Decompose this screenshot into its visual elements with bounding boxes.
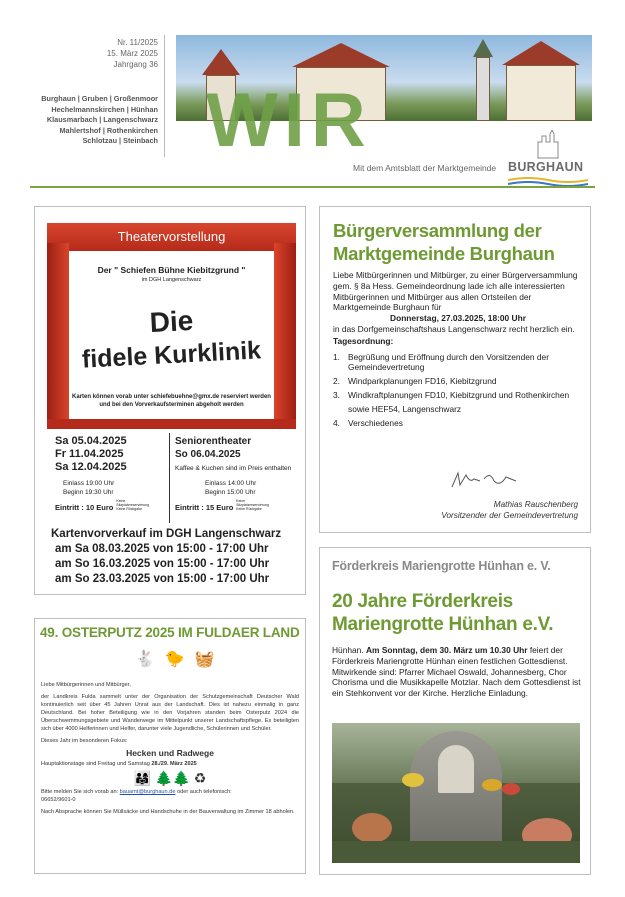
burghaun-logo (508, 130, 588, 186)
theater-poster (47, 223, 296, 591)
easter-icons (135, 649, 215, 669)
poster-dates: Sa 05.04.2025 Fr 11.04.2025 Sa 12.04.2025 Einlass 19:00 Uhr Beginn 19:30 Uhr Eintritt : 10 Euro Keine Sitzplatzreservierung Keine Rückgabe (55, 435, 150, 512)
closing: Nach Absprache können Sie Müllsäcke und Handschuhe in der Bauverwaltung im Zimmer 18 abholen. (41, 809, 295, 815)
paragraph: der Landkreis Fulda sammelt unter der Organisation der Schutzgemeinschaft Deutscher Wald kontinuierlich seit über 45 Jahren Unrat aus der Landschaft. Dies ist nahezu einmalig in ganz Deutschland. Bei hoher Beteiligung wie in den Vorjahren standen beim Osterputz 2024 die Überschwemmungsgebiete und Wanderwege im Mittelpunkt unserer Landschaftspflege. Es beteiligten sich über 4000 Helferinnen und Helfer, darunter viele Jugendliche, Schülerinnen und Schüler. (41, 694, 299, 732)
buerger-body (333, 270, 583, 431)
phone: 06652/9601-0 (41, 797, 76, 803)
foerderkreis-box (319, 547, 591, 875)
focus-intro: Dieses Jahr im besonderen Fokus: (41, 738, 128, 744)
place-line: Hechelmannskirchen | Hünhan (51, 104, 158, 114)
logo-waves-icon (508, 176, 588, 186)
buergerversammlung-box (319, 206, 591, 533)
madonna-statue (438, 745, 474, 793)
foerder-body: Hünhan. Am Sonntag, dem 30. März um 10.30 Uhr feiert der Förderkreis Mariengrotte Hünhan einen festlichen Gottesdienst. Mitwirkende sind: Pfarrer Michael Oswald, Johannesberg, Chor Chorisma und die Musikkapelle Motzlar. Nach dem Gottesdienst ist ein Stehkonvent vor der Kirche. Herzliche Einladung. (332, 645, 581, 699)
issue-date: 15. März 2025 (106, 49, 158, 58)
buerger-datetime: Donnerstag, 27.03.2025, 18:00 Uhr (390, 313, 526, 324)
poster-group: Der " Schiefen Bühne Kiebitzgrund " (97, 265, 246, 275)
signer-name: Mathias Rauschenberg (493, 500, 578, 509)
poster-ticket-note: Karten können vorab unter schiefebuehne@gmx.de reserviert werden und bei den Vorverkaufsterminen abgeholt werden (72, 394, 271, 408)
foerder-overline: Förderkreis Mariengrotte Hünhan e. V. (332, 559, 551, 573)
place-line: Klausmarbach | Langenschwarz (46, 115, 158, 124)
issue-volume: Jahrgang 36 (113, 60, 158, 69)
tagline: Mit dem Amtsblatt der Marktgemeinde (353, 163, 497, 173)
agenda-item: 1. Begrüßung und Eröffnung durch den Vorsitzenden der Gemeindevertretung (333, 351, 549, 373)
place-line: Mahlertshof | Rothenkirchen (59, 125, 158, 135)
header-rule (30, 186, 595, 188)
poster-title-line2: fidele Kurklinik (81, 336, 262, 374)
agenda-item: sowie HEF54, Langenschwarz (348, 403, 462, 414)
register: Bitte melden Sie sich vorab an: bauamt@burghaun.de oder auch telefonisch: 06652/9601-0 (41, 789, 232, 803)
people-trees-recycle-icon: 👨‍👩‍👧 🌲🌲 ♻ (133, 770, 207, 786)
buerger-intro: Liebe Mitbürgerinnen und Mitbürger, zu einer Bürgerversammlung gem. § 8a Hess. Gemeindeordnung lade ich alle interessierten Mitbürgerinnen und Mitbürger aus allen Ortsteilen der Marktgemeinde Burghaun für (333, 270, 578, 313)
poster-presale: Kartenvorverkauf im DGH Langenschwarz am Sa 08.03.2025 von 15:00 - 17:00 Uhr am So 16.03.2025 von 15:00 - 17:00 Uhr am So 23.03.2025 von 15:00 - 17:00 Uhr (51, 528, 282, 585)
chick-icon: 🐤 (164, 651, 185, 668)
action-days: Hauptaktionstage sind Freitag und Samstag 28./29. März 2025 (41, 761, 197, 767)
poster-title-line1: Die (148, 304, 195, 339)
osterputz-box (34, 618, 306, 874)
logo-text: BURGHAUN (508, 160, 584, 174)
agenda-title: Tagesordnung: (333, 335, 394, 346)
castle-icon (508, 130, 588, 160)
place-line: Schlotzau | Steinbach (82, 136, 158, 145)
poster-banner: Theatervorstellung (117, 229, 226, 244)
buerger-location: in das Dorfgemeinschaftshaus Langenschwarz recht herzlich ein. (333, 323, 575, 334)
email-link[interactable]: bauamt@burghaun.de (119, 789, 176, 795)
header-divider (164, 35, 165, 157)
greeting: Liebe Mitbürgerinnen und Mitbürger, (41, 682, 131, 688)
agenda-list (333, 352, 583, 429)
issue-info (96, 37, 158, 70)
poster-red-band (47, 419, 296, 429)
focus-heading: Hecken und Radwege (126, 748, 214, 758)
signature (450, 469, 520, 491)
signer-role: Vorsitzender der Gemeindevertretung (441, 511, 578, 520)
theater-box (34, 206, 306, 595)
foerder-title: 20 Jahre Förderkreis Mariengrotte Hünhan e.V. (332, 591, 554, 635)
place-line: Burghaun | Gruben | Großenmoor (41, 94, 158, 103)
place-list (30, 94, 158, 147)
signer-block (441, 499, 578, 521)
poster-venue: im DGH Langenschwarz (141, 277, 202, 283)
agenda-item: 4. Verschiedenes (333, 417, 403, 428)
agenda-item: 2. Windparkplanungen FD16, Kiebitzgrund (333, 376, 497, 387)
osterputz-title: 49. OSTERPUTZ 2025 IM FULDAER LAND (40, 625, 300, 640)
agenda-item: 3. Windkraftplanungen FD10, Kiebitzgrund und Rothenkirchen (333, 389, 570, 400)
basket-icon: 🧺 (194, 651, 215, 668)
rabbit-icon: 🐇 (135, 651, 155, 668)
issue-number: Nr. 11/2025 (117, 38, 158, 47)
buerger-title: Bürgerversammlung der Marktgemeinde Burghaun (333, 220, 555, 264)
osterputz-body (41, 681, 299, 820)
poster-senior: Seniorentheater So 06.04.2025 Kaffee & Kuchen sind im Preis enthalten Einlass 14:00 Uhr Beginn 15:00 Uhr Eintritt : 15 Euro Keine Sitzplatzreservierung Keine Rückgabe (175, 436, 292, 512)
masthead-wir: WIR (206, 78, 372, 163)
grotto-photo (332, 723, 580, 863)
